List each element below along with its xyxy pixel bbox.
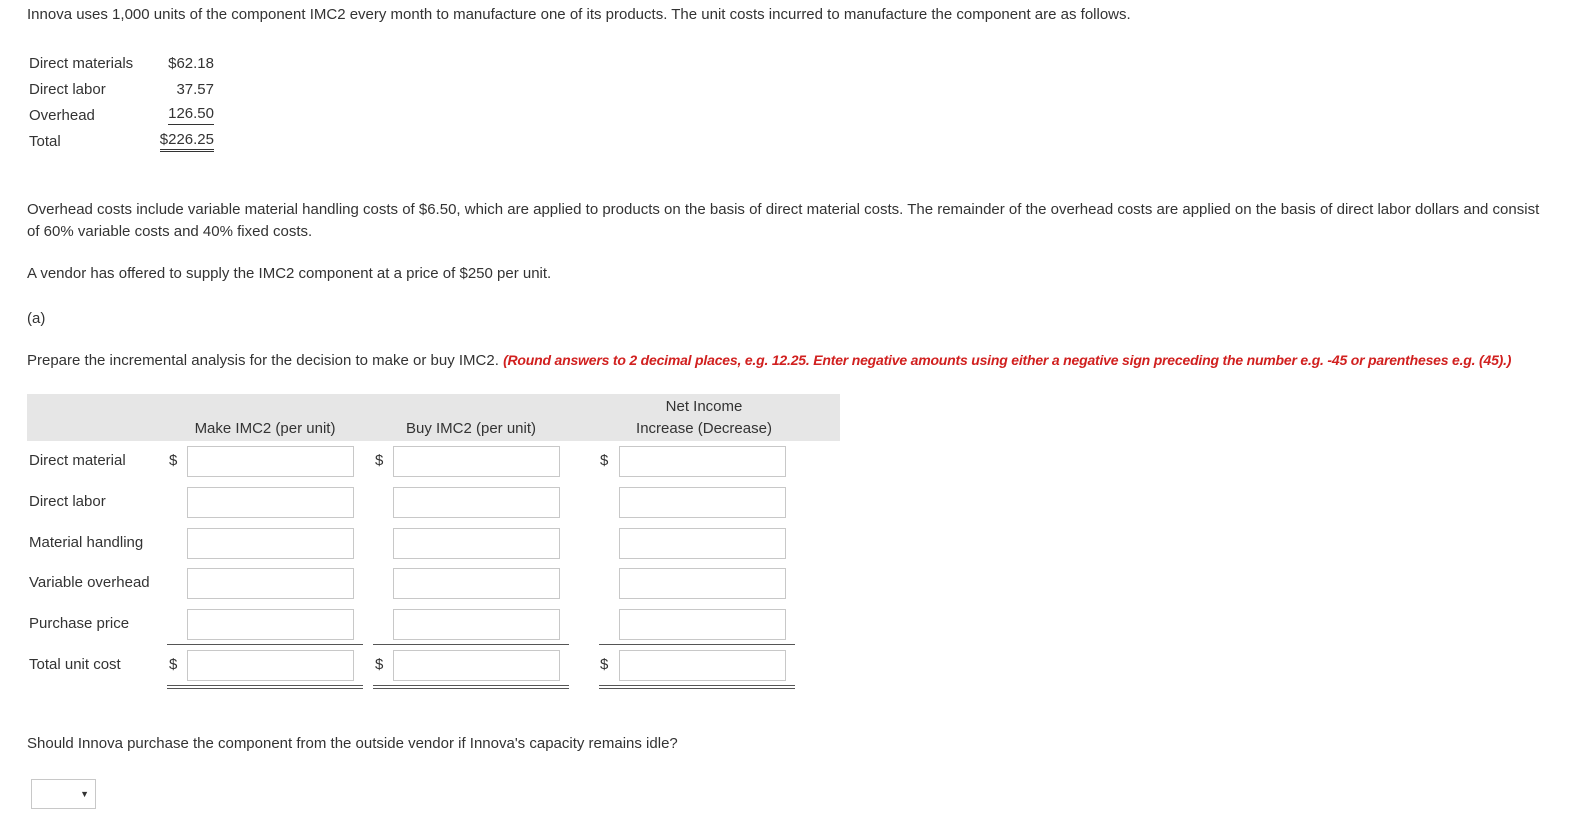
total-double-rule (599, 685, 795, 689)
currency-symbol: $ (169, 656, 178, 673)
column-header-make: Make IMC2 (per unit) (194, 420, 336, 437)
currency-symbol: $ (600, 452, 609, 469)
column-header-buy: Buy IMC2 (per unit) (405, 420, 537, 437)
rounding-instructions: (Round answers to 2 decimal places, e.g. 12.25. Enter negative amounts using either a negative sign preceding the number e.g. -45 or parentheses e.g. (45).) (503, 352, 1512, 368)
currency-symbol: $ (600, 656, 609, 673)
subtotal-rule (373, 644, 569, 645)
purchase-price-net-input[interactable] (619, 609, 786, 640)
part-label: (a) (27, 310, 46, 327)
direct-labor-make-input[interactable] (187, 487, 354, 518)
cost-row-overhead (29, 102, 214, 128)
direct-material-make-input[interactable] (187, 446, 354, 477)
material-handling-net-input[interactable] (619, 528, 786, 559)
column-header-net-line2: Increase (Decrease) (636, 420, 772, 437)
total-double-rule (167, 685, 363, 689)
overhead-note: Overhead costs include variable material handling costs of $6.50, which are applied to products on the basis of direct material costs. The remainder of the overhead costs are applied on the basis of direct labor dollars and consist of 60% variable costs and 40% fixed costs. (27, 201, 1540, 240)
answer-dropdown[interactable] (31, 779, 96, 809)
material-handling-make-input[interactable] (187, 528, 354, 559)
direct-material-net-input[interactable] (619, 446, 786, 477)
variable-overhead-make-input[interactable] (187, 568, 354, 599)
row-label-material-handling: Material handling (29, 534, 144, 551)
subtotal-rule (599, 644, 795, 645)
column-header-net-line1: Net Income (665, 398, 743, 415)
cost-value: 126.50 (168, 105, 214, 125)
cost-row-direct-labor (29, 76, 214, 102)
total-unit-cost-make-input[interactable] (187, 650, 354, 681)
unit-cost-table (29, 50, 214, 154)
total-unit-cost-buy-input[interactable] (393, 650, 560, 681)
row-label-direct-labor: Direct labor (29, 493, 106, 510)
cost-label: Overhead (29, 106, 95, 124)
subtotal-rule (167, 644, 363, 645)
idle-capacity-question: Should Innova purchase the component from the outside vendor if Innova's capacity remains idle? (27, 735, 678, 752)
cost-label: Total (29, 132, 61, 150)
purchase-price-buy-input[interactable] (393, 609, 560, 640)
cost-value: $226.25 (160, 131, 214, 152)
material-handling-buy-input[interactable] (393, 528, 560, 559)
prepare-instructions (27, 352, 1511, 369)
cost-value: $62.18 (168, 54, 214, 72)
currency-symbol: $ (375, 656, 384, 673)
variable-overhead-buy-input[interactable] (393, 568, 560, 599)
row-label-purchase-price: Purchase price (29, 615, 130, 632)
currency-symbol: $ (169, 452, 178, 469)
row-label-variable-overhead: Variable overhead (29, 574, 150, 591)
cost-label: Direct materials (29, 54, 134, 72)
cost-row-direct-materials (29, 50, 214, 76)
caret-down-icon: ▼ (80, 789, 89, 799)
cost-value: 37.57 (176, 80, 214, 98)
prepare-text: Prepare the incremental analysis for the decision to make or buy IMC2. (27, 352, 504, 369)
cost-label: Direct labor (29, 80, 106, 98)
currency-symbol: $ (375, 452, 384, 469)
vendor-offer-text: A vendor has offered to supply the IMC2 component at a price of $250 per unit. (27, 265, 552, 282)
direct-labor-buy-input[interactable] (393, 487, 560, 518)
purchase-price-make-input[interactable] (187, 609, 354, 640)
variable-overhead-net-input[interactable] (619, 568, 786, 599)
row-label-total-unit-cost: Total unit cost (29, 656, 121, 673)
total-unit-cost-net-input[interactable] (619, 650, 786, 681)
row-label-direct-material: Direct material (29, 452, 126, 469)
direct-labor-net-input[interactable] (619, 487, 786, 518)
direct-material-buy-input[interactable] (393, 446, 560, 477)
intro-text: Innova uses 1,000 units of the component IMC2 every month to manufacture one of its products. The unit costs incurred to manufacture the component are as follows. (27, 6, 1131, 23)
total-double-rule (373, 685, 569, 689)
cost-row-total (29, 128, 214, 154)
